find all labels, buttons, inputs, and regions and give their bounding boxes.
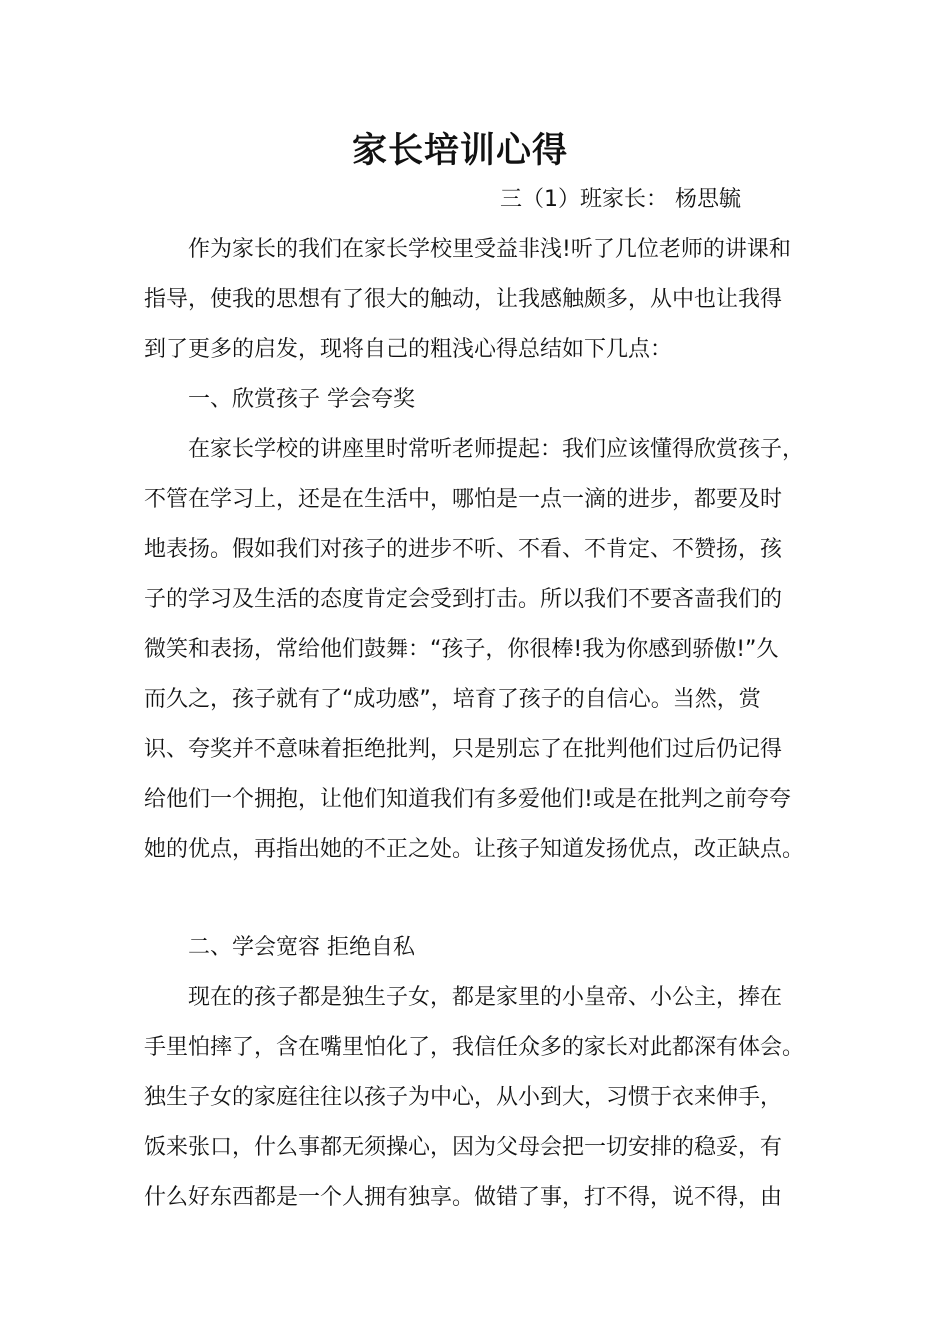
text-line: 不管在学习上，还是在生活中，哪怕是一点一滴的进步，都要及时: [144, 487, 783, 512]
text-line: 指导，使我的思想有了很大的触动，让我感触颇多，从中也让我得: [144, 287, 783, 312]
text-line: 独生子女的家庭往往以孩子为中心，从小到大，习惯于衣来伸手，: [144, 1085, 783, 1110]
text-line: 识、夸奖并不意味着拒绝批判，只是别忘了在批判他们过后仍记得: [144, 737, 783, 762]
text-line: 手里怕摔了，含在嘴里怕化了，我信任众多的家长对此都深有体会。: [144, 1035, 805, 1060]
document-title: 家长培训心得: [351, 131, 568, 171]
section-heading: 二、学会宽容 拒绝自私: [188, 935, 415, 960]
author-line: 三（1）班家长： 杨思毓: [500, 187, 741, 212]
text-line: 子的学习及生活的态度肯定会受到打击。所以我们不要吝啬我们的: [144, 587, 783, 612]
text-line: 在家长学校的讲座里时常听老师提起：我们应该懂得欣赏孩子，: [188, 437, 805, 462]
text-line: 饭来张口，什么事都无须操心，因为父母会把一切安排的稳妥，有: [144, 1135, 783, 1160]
text-line: 现在的孩子都是独生子女，都是家里的小皇帝、小公主，捧在: [188, 985, 783, 1010]
text-line: 作为家长的我们在家长学校里受益非浅!听了几位老师的讲课和: [188, 237, 791, 262]
text-line: 到了更多的启发，现将自己的粗浅心得总结如下几点：: [144, 337, 673, 362]
text-line: 她的优点，再指出她的不正之处。让孩子知道发扬优点，改正缺点。: [144, 837, 805, 862]
text-line: 给他们一个拥抱，让他们知道我们有多爱他们!或是在批判之前夸夸: [144, 787, 791, 812]
text-line: 微笑和表扬，常给他们鼓舞：“孩子，你很棒!我为你感到骄傲!”久: [144, 637, 779, 662]
section-heading: 一、欣赏孩子 学会夸奖: [188, 387, 415, 412]
text-line: 什么好东西都是一个人拥有独享。做错了事，打不得，说不得，由: [144, 1185, 783, 1210]
text-line: 而久之，孩子就有了“成功感”，培育了孩子的自信心。当然，赏: [144, 687, 761, 712]
text-line: 地表扬。假如我们对孩子的进步不听、不看、不肯定、不赞扬，孩: [144, 537, 783, 562]
